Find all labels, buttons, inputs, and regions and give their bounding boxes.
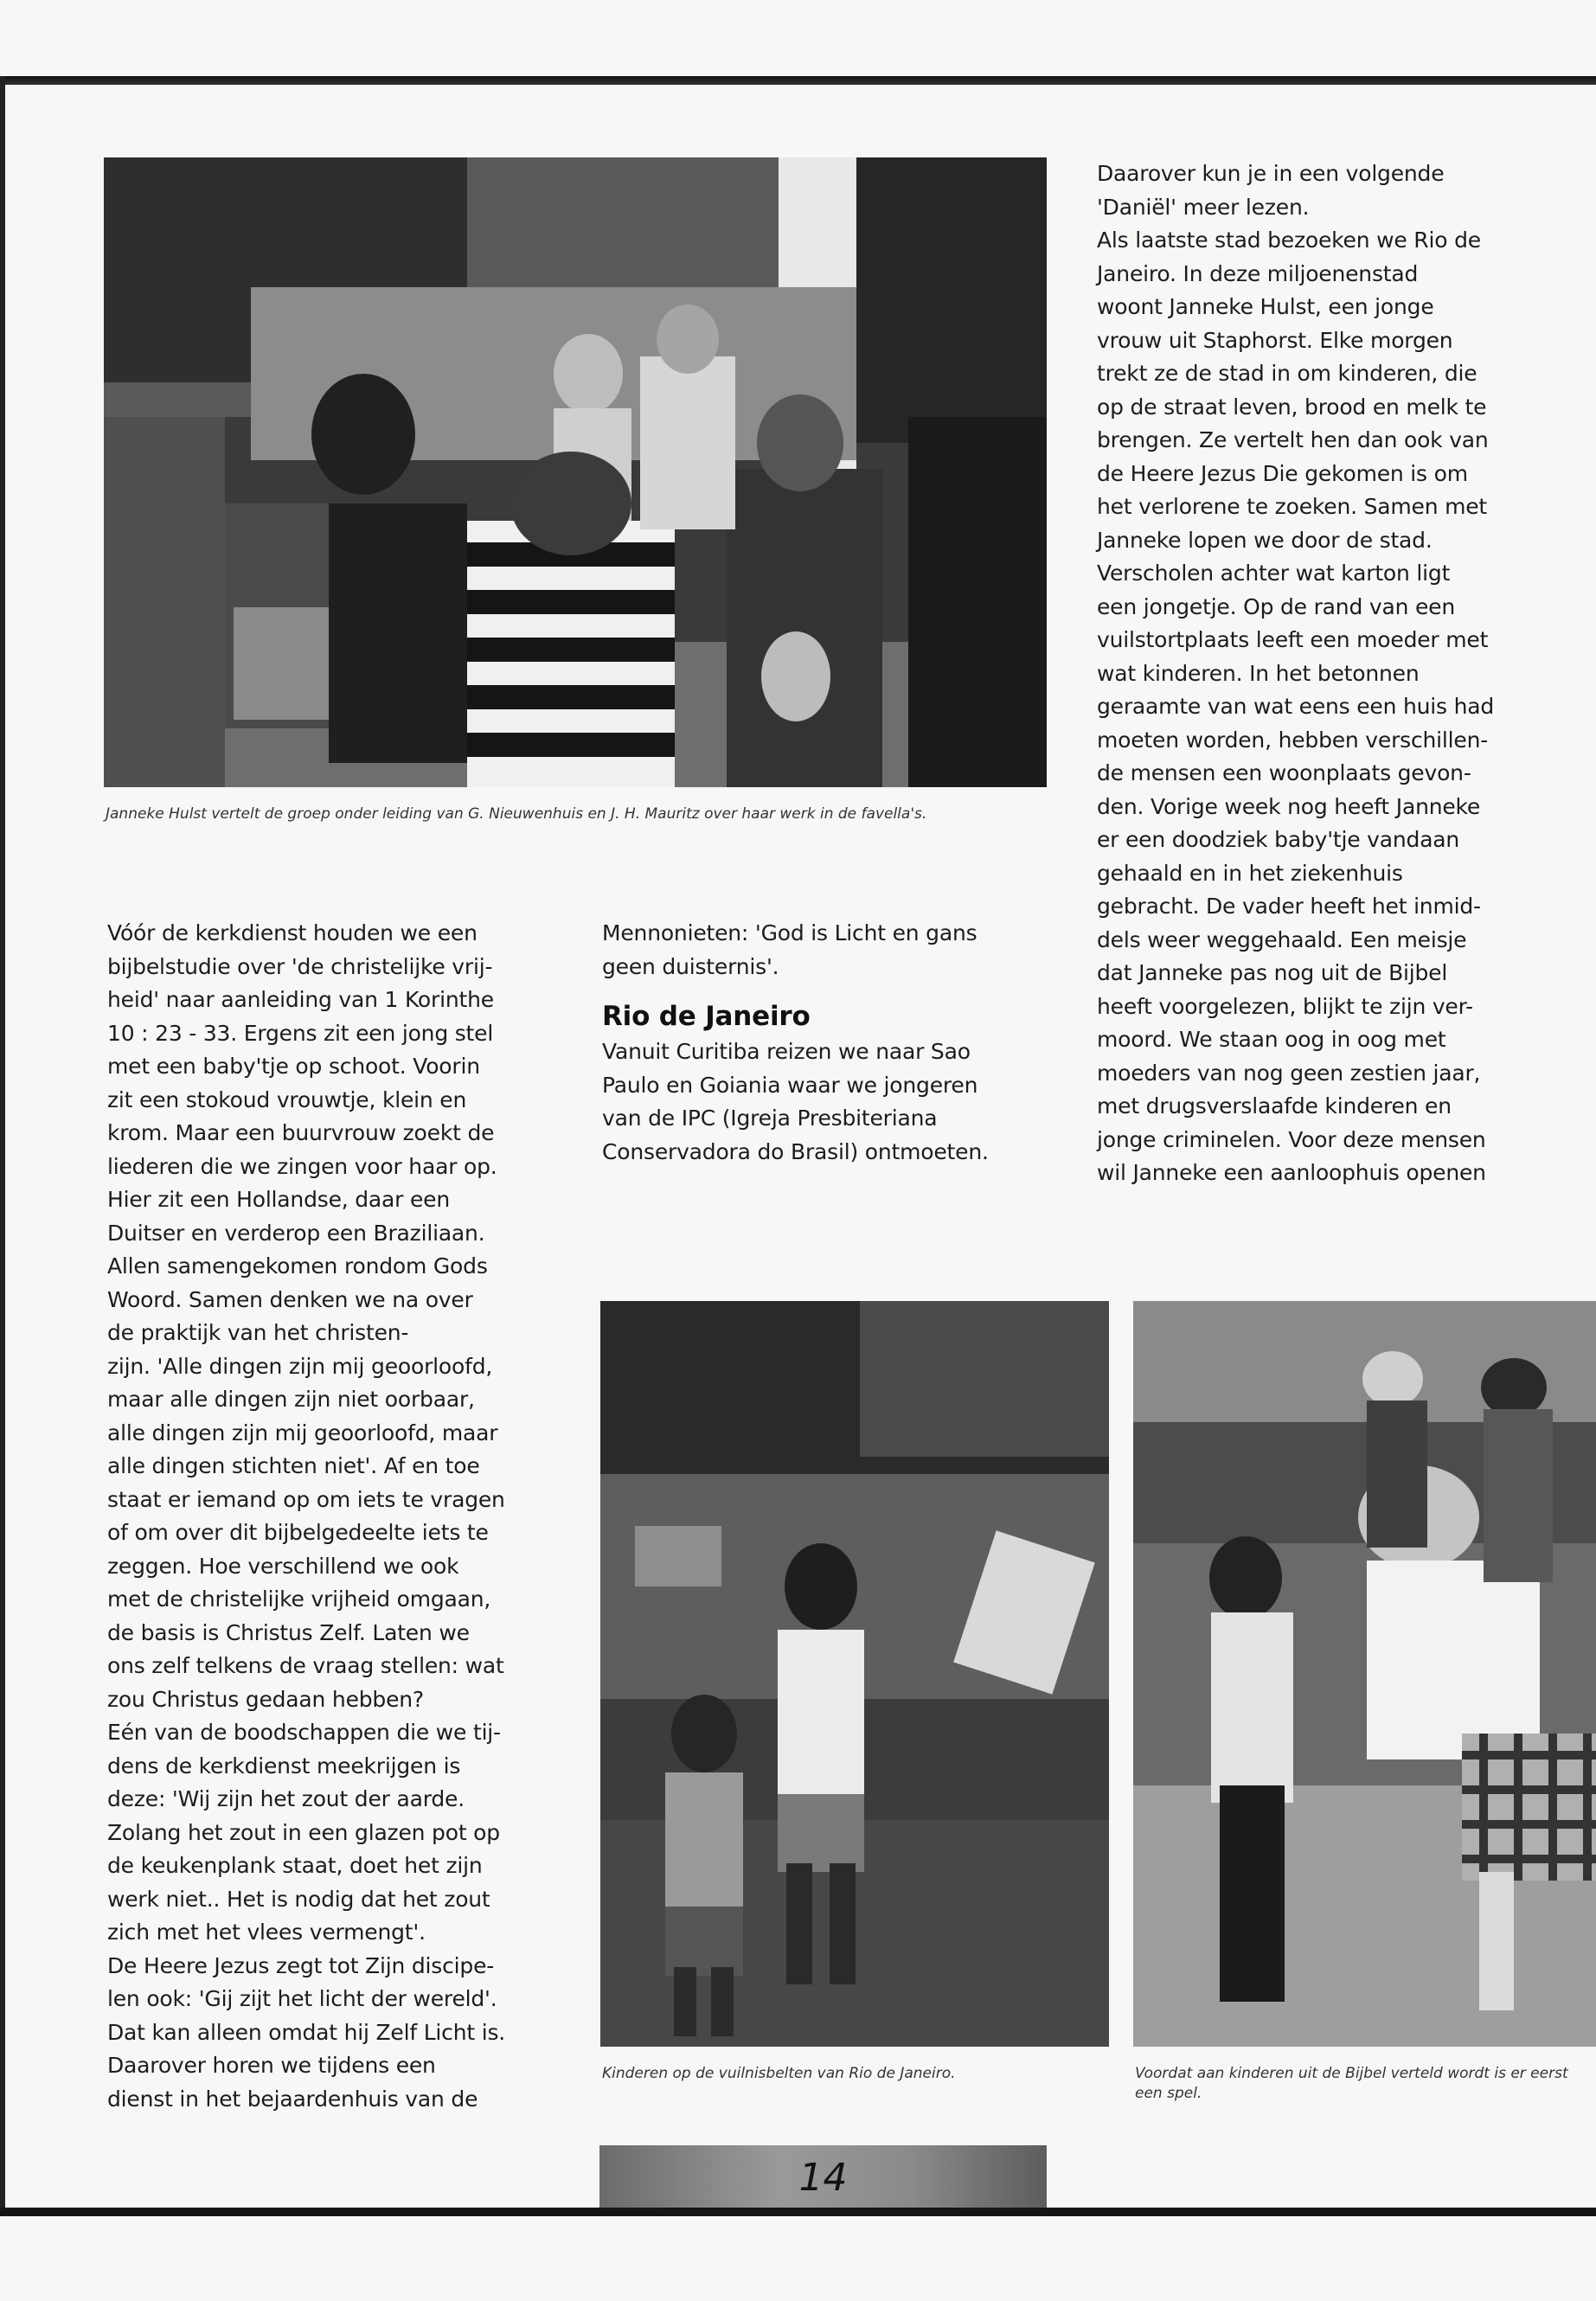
col1-line: heid' naar aanleiding van 1 Korinthe: [107, 987, 494, 1012]
striped-sweater: [467, 521, 675, 787]
col1-line: Woord. Samen denken we na over: [107, 1286, 473, 1312]
col1-line: Duitser en verderop een Braziliaan.: [107, 1220, 485, 1246]
col1-line: dienst in het bejaardenhuis van de: [107, 2086, 478, 2112]
page-number-bar: [599, 2145, 1047, 2208]
scan-edge-left: [0, 76, 5, 2213]
col2-top-line: geen duisternis'.: [602, 953, 779, 979]
col1-line: Zolang het zout in een glazen pot op: [107, 1819, 500, 1845]
col1-line: staat er iemand op om iets te vragen: [107, 1486, 505, 1512]
col1-line: alle dingen zijn mij geoorloofd, maar: [107, 1420, 498, 1445]
col2-line: Conservadora do Brasil) ontmoeten.: [602, 1138, 989, 1164]
children-landfill-photo: [600, 1301, 1109, 2047]
col3-line: moeders van nog geen zestien jaar,: [1097, 1060, 1481, 1086]
col3-line: een jongetje. Op de rand van een: [1097, 593, 1455, 619]
col1-line: de basis is Christus Zelf. Laten we: [107, 1619, 470, 1645]
col3-line: Verscholen achter wat karton ligt: [1097, 561, 1451, 586]
col3-line: wil Janneke een aanloophuis openen: [1097, 1160, 1486, 1185]
col3-line: geraamte van wat eens een huis had: [1097, 694, 1495, 719]
col1-line: zich met het vlees vermengt'.: [107, 1920, 426, 1945]
col1-line: de keukenplank staat, doet het zijn: [107, 1853, 483, 1878]
col1-line: of om over dit bijbelgedeelte iets te: [107, 1520, 489, 1545]
col3-line: gebracht. De vader heeft het inmid-: [1097, 894, 1481, 919]
col1-line: de praktijk van het christen-: [107, 1320, 409, 1345]
col3-line: jonge criminelen. Voor deze mensen: [1097, 1126, 1486, 1152]
col1-line: alle dingen stichten niet'. Af en toe: [107, 1453, 480, 1478]
page-number: 14: [798, 2156, 848, 2200]
col1-line: 10 : 23 - 33. Ergens zit een jong stel: [107, 1020, 494, 1046]
col3-line: moeten worden, hebben verschillen-: [1097, 727, 1489, 753]
col3-line: het verlorene te zoeken. Samen met: [1097, 494, 1488, 519]
group-photo-caption: Janneke Hulst vertelt de groep onder leiding van G. Nieuwenhuis en J. H. Mauritz over haar werk in de favella's.: [106, 805, 927, 823]
col2-top-line: Mennonieten: 'God is Licht en gans: [602, 920, 977, 945]
section-heading-rio: Rio de Janeiro: [602, 1001, 811, 1032]
col3-line: woont Janneke Hulst, een jonge: [1097, 294, 1434, 319]
col3-line: den. Vorige week nog heeft Janneke: [1097, 793, 1481, 819]
col1-line: zit een stokoud vrouwtje, klein en: [107, 1086, 467, 1112]
col3-line: moord. We staan oog in oog met: [1097, 1027, 1446, 1052]
col1-line: dens de kerkdienst meekrijgen is: [107, 1753, 461, 1779]
children-game-photo: [1133, 1301, 1596, 2047]
col2-line: Paulo en Goiania waar we jongeren: [602, 1072, 978, 1098]
col3-line: dat Janneke pas nog uit de Bijbel: [1097, 960, 1448, 985]
col3-line: de mensen een woonplaats gevon-: [1097, 760, 1471, 785]
article-column-3: [1097, 157, 1547, 1190]
col3-line: wat kinderen. In het betonnen: [1097, 660, 1420, 686]
col3-line: trekt ze de stad in om kinderen, die: [1097, 361, 1477, 386]
col1-line: krom. Maar een buurvrouw zoekt de: [107, 1120, 495, 1145]
col3-line: dels weer weggehaald. Een meisje: [1097, 926, 1467, 952]
col1-line: De Heere Jezus zegt tot Zijn discipe-: [107, 1952, 495, 1978]
scan-edge-bottom: [0, 2208, 1596, 2216]
children-landfill-image: [600, 1301, 1109, 2047]
col1-line: Daarover horen we tijdens een: [107, 2053, 436, 2078]
col3-line: op de straat leven, brood en melk te: [1097, 394, 1487, 420]
col3-line: vuilstortplaats leeft een moeder met: [1097, 627, 1489, 652]
children-game-caption: Voordat aan kinderen uit de Bijbel verteld wordt is er eerst een spel.: [1135, 2065, 1568, 2102]
col1-line: liederen die we zingen voor haar op.: [107, 1153, 497, 1179]
col3-line: gehaald en in het ziekenhuis: [1097, 860, 1403, 886]
col3-line: met drugsverslaafde kinderen en: [1097, 1093, 1452, 1118]
col3-line: brengen. Ze vertelt hen dan ook van: [1097, 427, 1489, 452]
col3-line: Janeiro. In deze miljoenenstad: [1097, 260, 1419, 286]
col1-line: Hier zit een Hollandse, daar een: [107, 1187, 450, 1212]
col3-line: vrouw uit Staphorst. Elke morgen: [1097, 327, 1453, 353]
col1-line: bijbelstudie over 'de christelijke vrij-: [107, 953, 493, 979]
col2-line: Vanuit Curitiba reizen we naar Sao: [602, 1039, 971, 1064]
col1-line: zeggen. Hoe verschillend we ook: [107, 1553, 459, 1579]
col1-line: maar alle dingen zijn niet oorbaar,: [107, 1387, 475, 1412]
col3-line: er een doodziek baby'tje vandaan: [1097, 827, 1460, 852]
col3-line: de Heere Jezus Die gekomen is om: [1097, 460, 1468, 486]
col1-line: met de christelijke vrijheid omgaan,: [107, 1586, 491, 1612]
col1-line: Allen samengekomen rondom Gods: [107, 1253, 488, 1279]
article-column-1: [107, 917, 557, 2116]
col3-line: Daarover kun je in een volgende: [1097, 161, 1445, 186]
col1-line: zou Christus gedaan hebben?: [107, 1686, 424, 1712]
col1-line: Eén van de boodschappen die we tij-: [107, 1720, 501, 1745]
group-photo-image: [104, 157, 1047, 787]
children-landfill-caption: Kinderen op de vuilnisbelten van Rio de Janeiro.: [602, 2065, 956, 2082]
col3-line: heeft voorgelezen, blijkt te zijn ver-: [1097, 993, 1473, 1019]
col3-line: Janneke lopen we door de stad.: [1097, 527, 1433, 553]
col3-line: Als laatste stad bezoeken we Rio de: [1097, 228, 1481, 253]
col1-line: len ook: 'Gij zijt het licht der wereld'.: [107, 1986, 497, 2011]
group-photo: [104, 157, 1047, 787]
col1-line: werk niet.. Het is nodig dat het zout: [107, 1886, 490, 1912]
article-column-2: [602, 917, 1052, 1169]
col1-line: Vóór de kerkdienst houden we een: [107, 920, 478, 945]
scan-edge-top: [0, 76, 1596, 85]
col1-line: ons zelf telkens de vraag stellen: wat: [107, 1653, 504, 1678]
col1-line: met een baby'tje op schoot. Voorin: [107, 1054, 480, 1079]
children-game-image: [1133, 1301, 1596, 2047]
col1-line: deze: 'Wij zijn het zout der aarde.: [107, 1786, 465, 1811]
col2-line: van de IPC (Igreja Presbiteriana: [602, 1106, 938, 1131]
col3-line: 'Daniël' meer lezen.: [1097, 194, 1310, 220]
col1-line: zijn. 'Alle dingen zijn mij geoorloofd,: [107, 1353, 493, 1379]
col1-line: Dat kan alleen omdat hij Zelf Licht is.: [107, 2019, 506, 2045]
